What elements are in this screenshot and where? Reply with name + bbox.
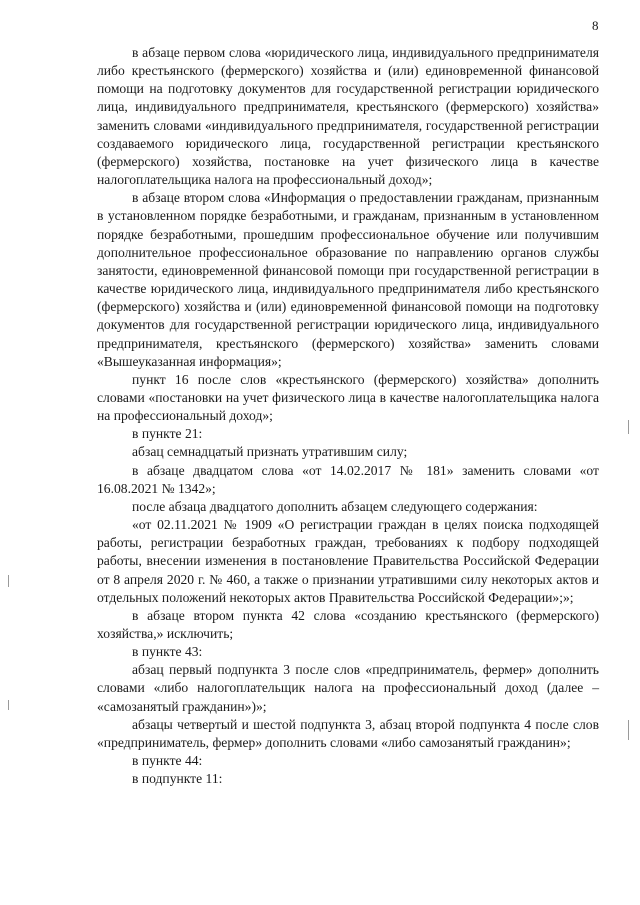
page-number: 8	[592, 18, 599, 33]
paragraph: пункт 16 после слов «крестьянского (фермерского) хозяйства» дополнить словами «постановки на учет физического лица в качестве налогоплательщика налога на профессиональный доход»;	[97, 371, 599, 424]
paragraph: «от 02.11.2021 № 1909 «О регистрации граждан в целях поиска подходящей работы, регистрации безработных граждан, требованиях к подбору подходящей работы, внесении изменения в постановление Правительства Российской Федерации от 8 апреля 2020 г. № 460, а также о признании утратившими силу некоторых актов и отдельных положений некоторых актов Правительства Российской Федерации»;»;	[97, 517, 599, 605]
paragraph: в абзаце первом слова «юридического лица, индивидуального предпринимателя либо крестьянского (фермерского) хозяйства и (или) единовременной финансовой помощи на подготовку документов для государственной регистрации юридического лица, индивидуального предпринимателя, крестьянского (фермерского) хозяйства» заменить словами «индивидуального предпринимателя, государственной регистрации создаваемого юридического лица, государственной регистрации крестьянского (фермерского) хозяйства, постановке на учет физического лица в качестве налогоплательщика налога на профессиональный доход»;	[97, 45, 599, 188]
scan-artifact	[628, 420, 629, 434]
scan-artifact	[8, 700, 9, 710]
paragraph: в абзаце двадцатом слова «от 14.02.2017 № 181» заменить словами «от 16.08.2021 № 1342»;	[97, 462, 599, 496]
paragraph: в абзаце втором пункта 42 слова «созданию крестьянского (фермерского) хозяйства,» исключить;	[97, 607, 599, 641]
paragraph: абзац первый подпункта 3 после слов «предприниматель, фермер» дополнить словами «либо налогоплательщик налога на профессиональный доход (далее – «самозанятый гражданин»)»;	[97, 662, 599, 714]
paragraph: абзац семнадцатый признать утратившим силу;	[132, 444, 408, 460]
scan-artifact	[628, 720, 629, 740]
document-body	[97, 44, 599, 788]
paragraph: абзацы четвертый и шестой подпункта 3, абзац второй подпункта 4 после слов «предприниматель, фермер» дополнить словами «либо самозанятый гражданин»;	[97, 716, 599, 750]
paragraph: в пункте 44:	[132, 753, 203, 769]
paragraph: после абзаца двадцатого дополнить абзацем следующего содержания:	[132, 498, 538, 514]
paragraph: в пункте 43:	[132, 644, 203, 660]
paragraph: в пункте 21:	[132, 426, 203, 442]
paragraph: в абзаце втором слова «Информация о предоставлении гражданам, признанным в установленном порядке безработными, и гражданам, признанным в установленном порядке безработными, прошедшим профессиональное обучение или получившим дополнительное профессиональное образование по направлению органов службы занятости, единовременной финансовой помощи при государственной регистрации в качестве юридического лица, индивидуального предпринимателя либо крестьянского (фермерского) хозяйства и (или) единовременной финансовой помощи на подготовку документов для государственной регистрации юридического лица, индивидуального предпринимателя, крестьянского (фермерского) хозяйства» заменить словами «Вышеуказанная информация»;	[97, 190, 599, 369]
paragraph: в подпункте 11:	[132, 771, 223, 787]
scan-artifact	[8, 575, 9, 587]
